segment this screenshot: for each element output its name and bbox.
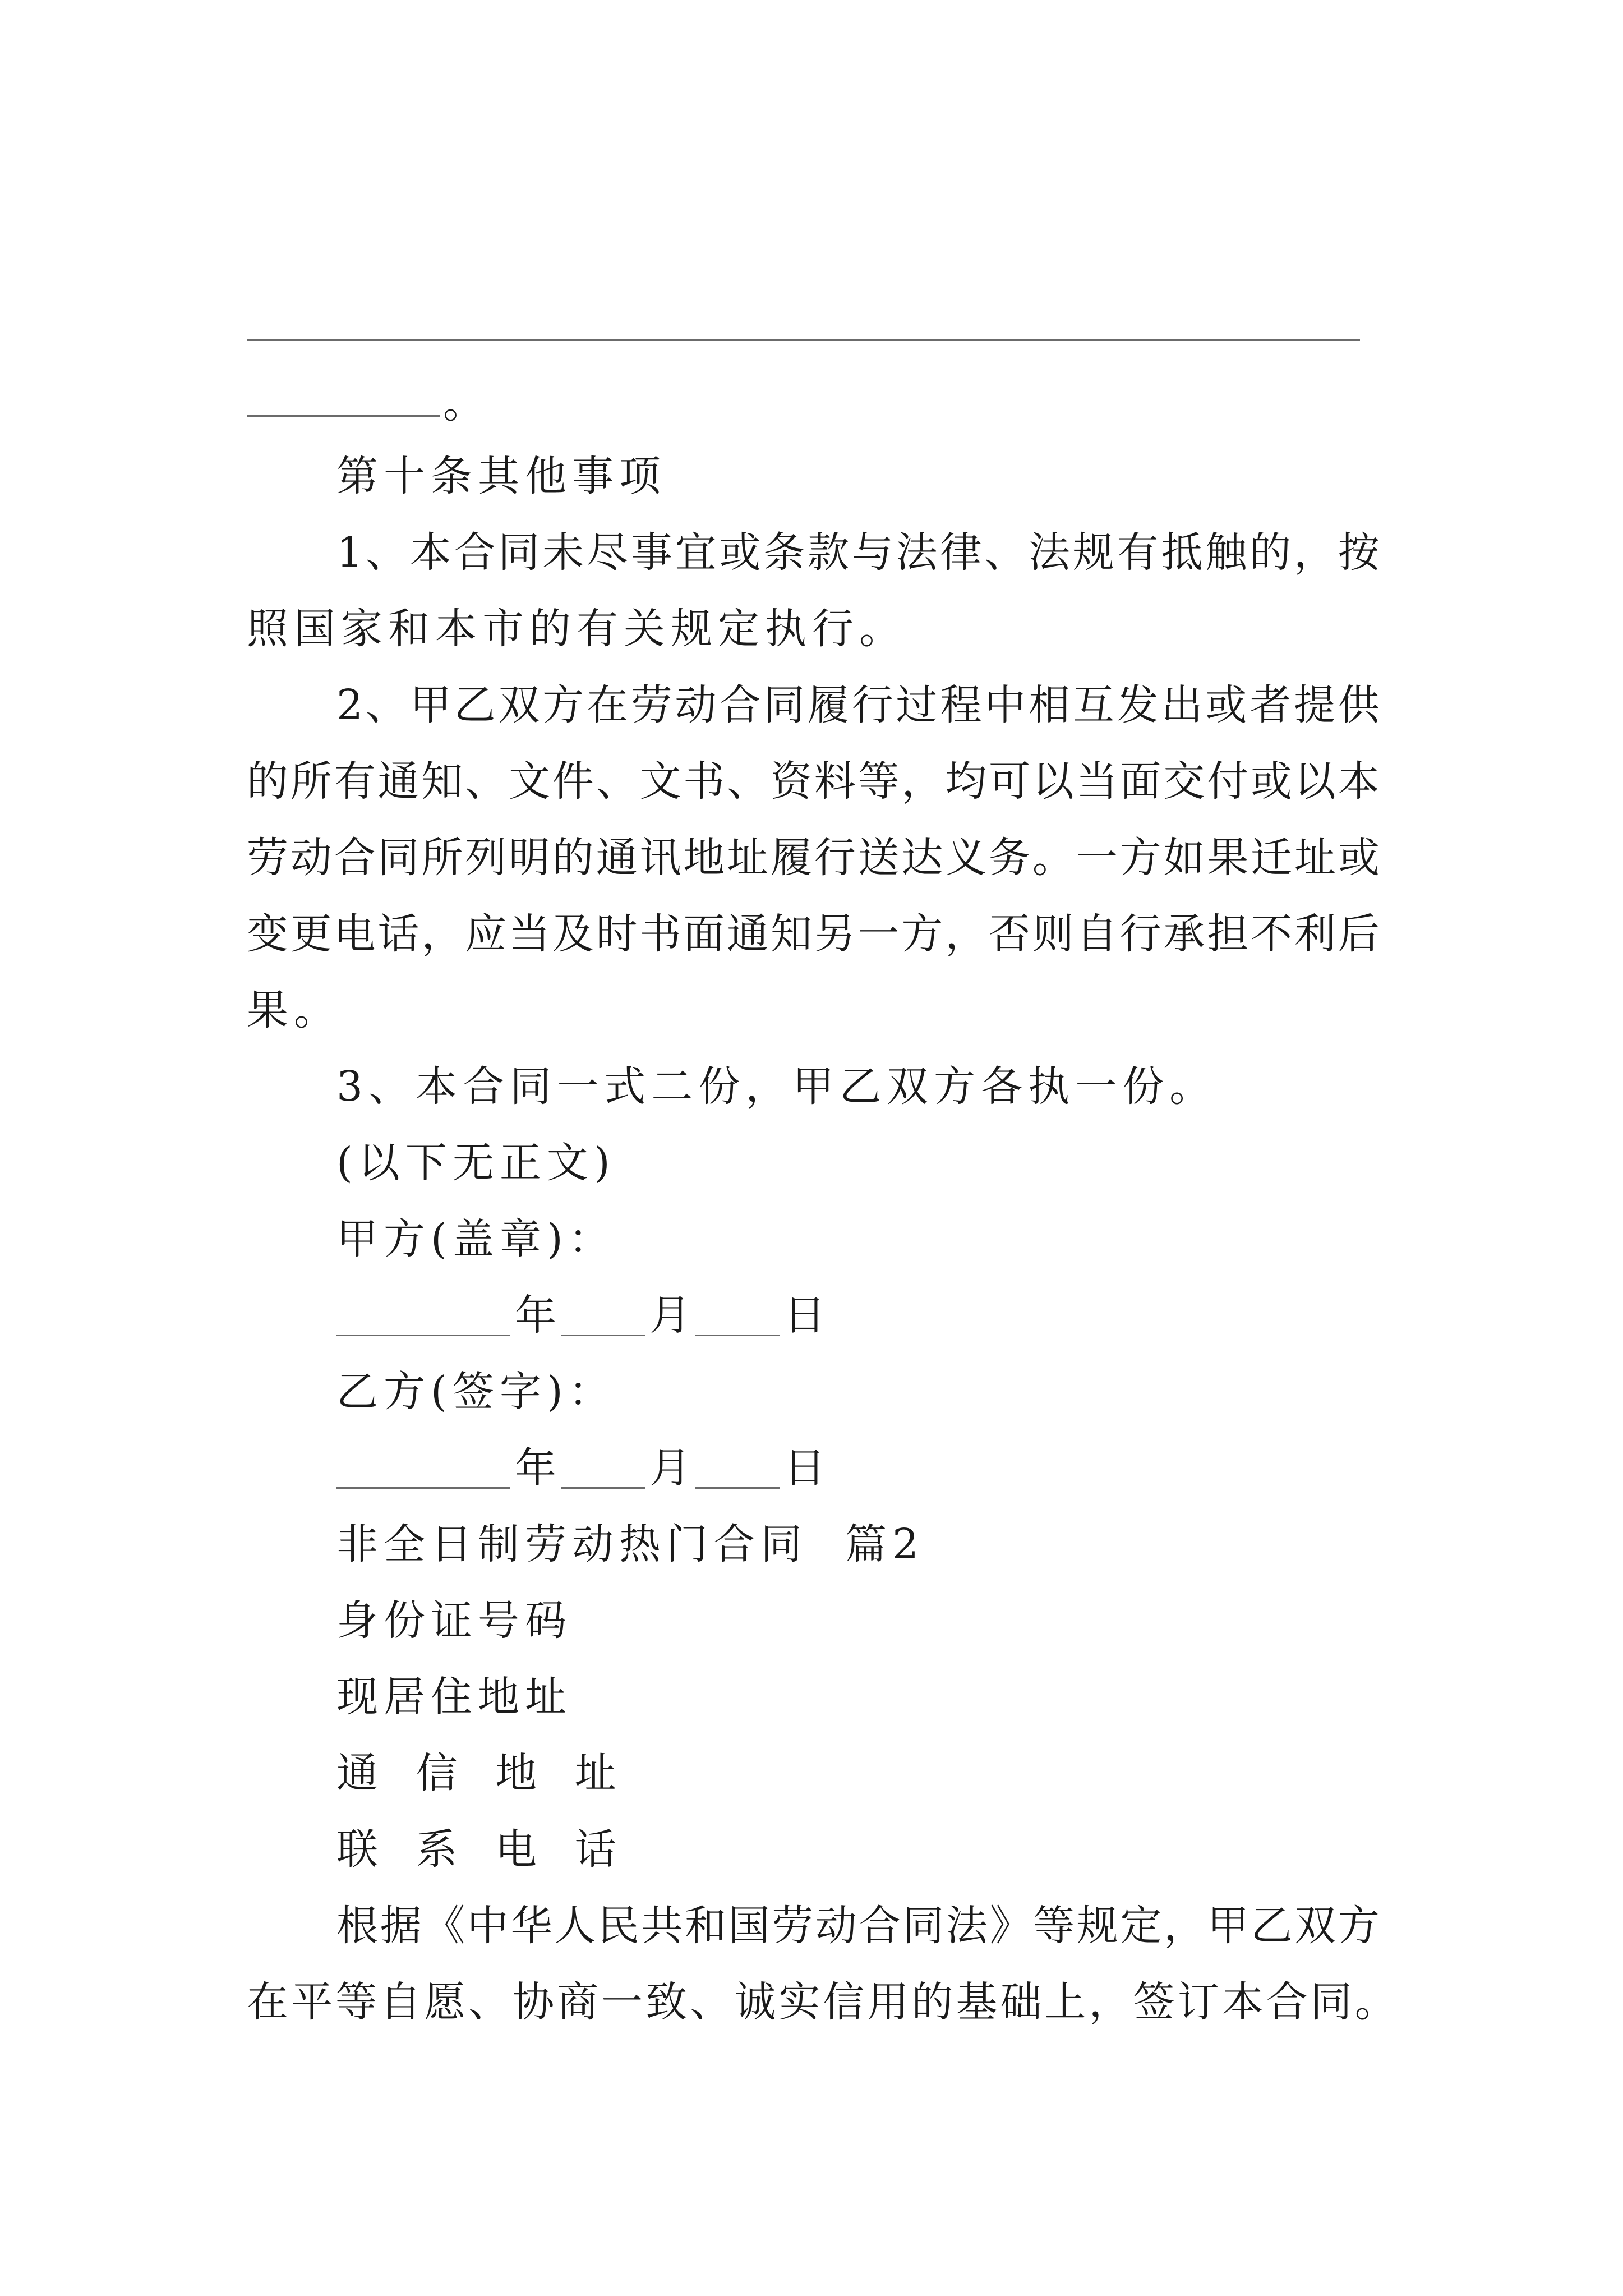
- day-unit: 日: [784, 1291, 826, 1340]
- paragraph-text: 1 、 本 合 同 未 尽 事 宜 或 条 款 与 法 律 、 法 规 有 抵 触 的 ， 按: [336, 528, 1380, 577]
- mail-address-field-label: 通 信 地 址: [336, 1749, 629, 1797]
- date-blank-year: [336, 1453, 510, 1489]
- phone-field-label: 联 系 电 话: [336, 1825, 629, 1874]
- paragraph-text: 的 所 有 通 知 、 文 件 、 文 书 、 资 料 等 ， 均 可 以 当 面 交 付 或 以 本: [247, 757, 1380, 806]
- party-b-label: 乙方(签字)：: [336, 1368, 616, 1416]
- paragraph-text: 在 平 等 自 愿 、 协 商 一 致 、 诚 实 信 用 的 基 础 上 ， 签 订 本 合 同 。: [247, 1978, 1396, 2026]
- id-number-field-label: 身份证号码: [336, 1596, 572, 1645]
- paragraph-text: 2 、 甲 乙 双 方 在 劳 动 合 同 履 行 过 程 中 相 互 发 出 或 者 提 供: [336, 681, 1380, 729]
- article-heading: 第十条其他事项: [336, 452, 666, 500]
- day-unit: 日: [784, 1444, 826, 1492]
- date-blank-month: [561, 1453, 645, 1489]
- paragraph-text: 根 据 《 中 华 人 民 共 和 国 劳 动 合 同 法 》 等 规 定 ， 甲 乙 双 方: [336, 1902, 1380, 1950]
- paragraph-line: 果。: [247, 986, 341, 1034]
- year-unit: 年: [515, 1444, 556, 1492]
- month-unit: 月: [649, 1291, 691, 1340]
- fill-in-end-mark: 。: [443, 379, 490, 427]
- fill-in-line-short: [247, 415, 440, 417]
- paragraph-line: [247, 1978, 1396, 2026]
- month-unit: 月: [649, 1444, 691, 1492]
- fill-in-line-long: [247, 339, 1360, 341]
- no-further-text-note: (以下无正文): [336, 1139, 616, 1187]
- section-title: 非全日制劳动热门合同 篇2: [336, 1520, 925, 1568]
- address-field-label: 现居住地址: [336, 1673, 572, 1721]
- party-a-date: [336, 1291, 830, 1340]
- date-blank-day: [695, 1301, 780, 1336]
- party-b-date: [336, 1444, 830, 1492]
- paragraph-line: 照国家和本市的有关规定执行。: [247, 605, 906, 653]
- paragraph-line: [336, 681, 1380, 729]
- year-unit: 年: [515, 1291, 556, 1340]
- party-a-label: 甲方(盖章)：: [336, 1215, 616, 1263]
- paragraph-text: 变 更 电 话 ， 应 当 及 时 书 面 通 知 另 一 方 ， 否 则 自 行 承 担 不 利 后: [247, 910, 1380, 958]
- paragraph-line: 3、本合同一式二份，甲乙双方各执一份。: [336, 1062, 1217, 1111]
- date-blank-month: [561, 1301, 645, 1336]
- date-blank-year: [336, 1301, 510, 1336]
- paragraph-line: [336, 528, 1380, 577]
- paragraph-line: [336, 1902, 1380, 1950]
- date-blank-day: [695, 1453, 780, 1489]
- paragraph-line: [247, 910, 1380, 958]
- paragraph-text: 劳 动 合 同 所 列 明 的 通 讯 地 址 履 行 送 达 义 务 。 一 方 如 果 迁 址 或: [247, 834, 1380, 882]
- paragraph-line: [247, 834, 1380, 882]
- paragraph-line: [247, 757, 1380, 806]
